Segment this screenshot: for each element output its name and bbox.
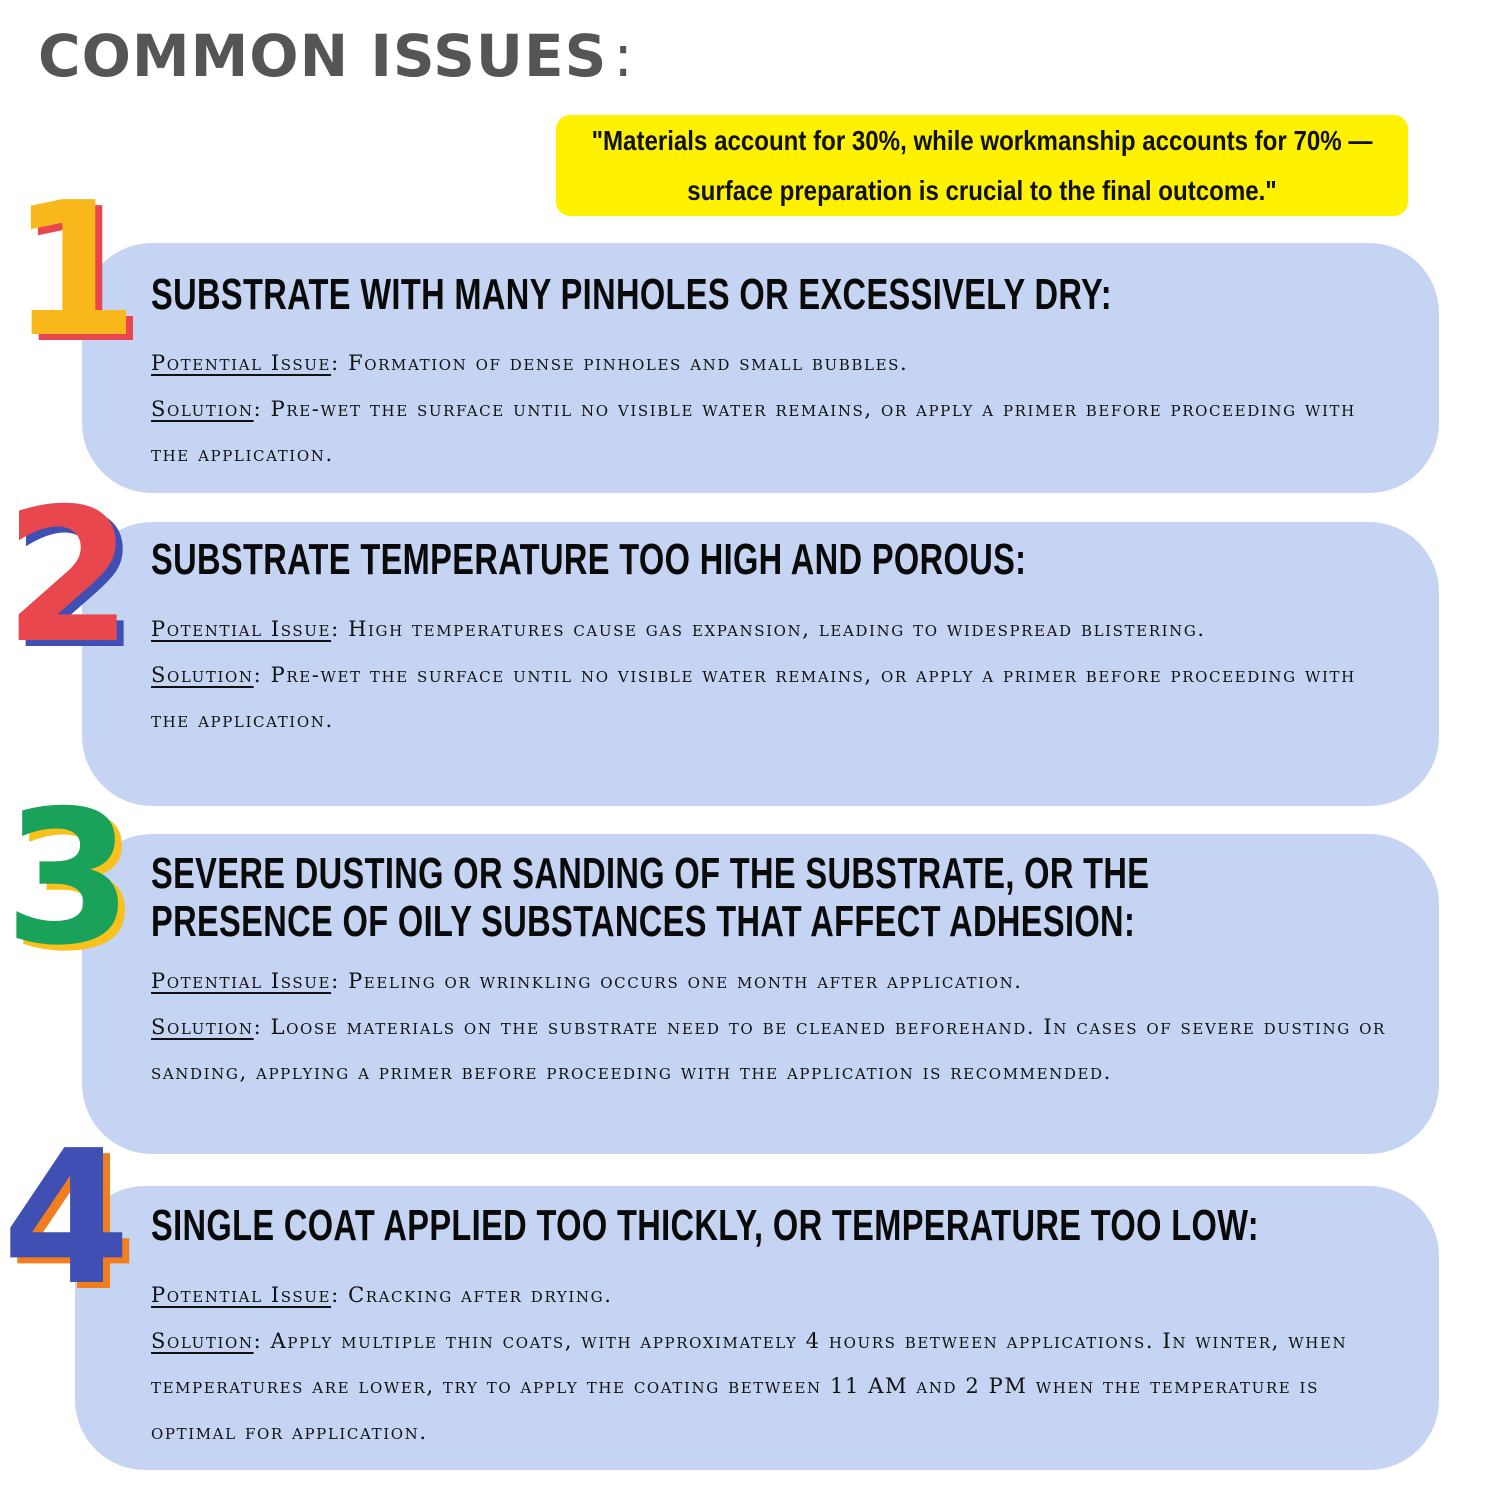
quote-callout	[556, 115, 1408, 216]
potential-issue-text: High temperatures cause gas expansion, leading to widespread blistering.	[348, 617, 1206, 641]
potential-issue-text: Cracking after drying.	[348, 1283, 613, 1307]
solution-line	[151, 1319, 1399, 1456]
label-separator: :	[331, 351, 340, 375]
potential-issue-label: Potential Issue	[151, 617, 332, 641]
potential-issue-line	[151, 959, 1399, 1005]
page-title-text: COMMON ISSUES	[38, 22, 608, 90]
solution-label: Solution	[151, 662, 254, 687]
label-separator: :	[331, 617, 340, 641]
issue-title: SUBSTRATE WITH MANY PINHOLES OR EXCESSIVELY DRY:	[151, 270, 1112, 319]
solution-text: Apply multiple thin coats, with approximately 4 hours between applications. In winter, when temperatures are lower, try to apply the coating between 11 AM and 2 PM when the temperature is optimal for application.	[151, 1328, 1348, 1444]
potential-issue-line	[151, 607, 1399, 653]
issue-title: SINGLE COAT APPLIED TOO THICKLY, OR TEMPERATURE TOO LOW:	[151, 1201, 1259, 1250]
issue-number-1: 1	[10, 162, 139, 378]
potential-issue-text: Formation of dense pinholes and small bubbles.	[348, 351, 909, 375]
solution-label: Solution	[151, 1328, 254, 1353]
issue-title: SUBSTRATE TEMPERATURE TOO HIGH AND POROUS:	[151, 535, 1027, 584]
solution-label: Solution	[151, 1014, 254, 1039]
issue-card-1	[82, 243, 1439, 493]
label-separator: :	[253, 396, 263, 421]
solution-text: Pre-wet the surface until no visible water remains, or apply a primer before proceeding with the application.	[151, 662, 1356, 732]
issue-number-3: 3	[4, 770, 133, 986]
issue-title: SEVERE DUSTING OR SANDING OF THE SUBSTRATE, OR THE PRESENCE OF OILY SUBSTANCES THAT AFFECT ADHESION:	[151, 849, 1150, 946]
issue-card-4	[75, 1186, 1439, 1470]
potential-issue-line	[151, 341, 1399, 387]
potential-issue-label: Potential Issue	[151, 351, 332, 375]
issue-number-2: 2	[4, 468, 133, 684]
potential-issue-line	[151, 1273, 1399, 1319]
solution-line	[151, 1005, 1399, 1096]
issue-card-2	[82, 522, 1439, 806]
label-separator: :	[331, 1283, 340, 1307]
solution-text: Pre-wet the surface until no visible water remains, or apply a primer before proceeding with the application.	[151, 396, 1356, 466]
potential-issue-label: Potential Issue	[151, 969, 332, 993]
issue-card-3	[82, 834, 1439, 1154]
label-separator: :	[253, 1328, 263, 1353]
label-separator: :	[253, 662, 263, 687]
solution-label: Solution	[151, 396, 254, 421]
solution-line	[151, 387, 1399, 478]
quote-text: "Materials account for 30%, while workmanship accounts for 70% — surface preparation is crucial to the final outcome."	[591, 124, 1373, 206]
label-separator: :	[331, 969, 340, 993]
label-separator: :	[253, 1014, 263, 1039]
potential-issue-text: Peeling or wrinkling occurs one month after application.	[348, 969, 1023, 993]
page-title	[38, 22, 634, 90]
potential-issue-label: Potential Issue	[151, 1283, 332, 1307]
page-title-colon: :	[613, 22, 634, 90]
solution-text: Loose materials on the substrate need to be cleaned beforehand. In cases of severe dusting or sanding, applying a primer before proceeding with the application is recommended.	[151, 1014, 1386, 1084]
solution-line	[151, 653, 1399, 744]
issue-number-4: 4	[2, 1110, 131, 1326]
